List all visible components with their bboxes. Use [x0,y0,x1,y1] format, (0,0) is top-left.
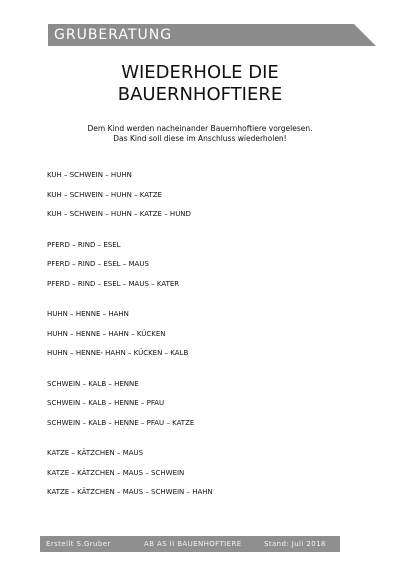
sequence-line: KUH – SCHWEIN – HUHN – KATZE – HUND [47,210,191,218]
sequence-group-3 [47,309,213,368]
sequence-group-2 [47,240,213,299]
header-bar [48,24,376,46]
footer-document: AB AS II BAUENHOFTIERE [144,540,242,548]
footer-bar [40,536,340,552]
sequence-line: SCHWEIN – KALB – HENNE – PFAU – KATZE [47,418,195,427]
sequence-line: HUHN – HENNE- HAHN – KÜCKEN – KALB [47,349,189,357]
footer-date: Stand: Juli 2018 [264,540,326,548]
sequence-line: KUH – SCHWEIN – HUHN – KATZE [47,190,162,199]
page-title-line-2: BAUERNHOFTIERE [117,84,283,105]
sequence-line: PFERD – RIND – ESEL [47,240,121,249]
instructions [0,124,400,144]
sequence-line: KUH – SCHWEIN – HUHN [47,171,132,179]
animal-sequence-list [47,170,213,518]
sequence-line: KATZE – KÄTZCHEN – MAUS – SCHWEIN [47,468,185,477]
sequence-group-5 [47,448,213,507]
header-title: GRUBERATUNG [54,27,173,43]
sequence-line: SCHWEIN – KALB – HENNE [47,379,139,388]
sequence-line: SCHWEIN – KALB – HENNE – PFAU [47,399,165,407]
instructions-line-2: Das Kind soll diese im Anschluss wiederholen! [113,134,287,143]
page-title-line-1: WIEDERHOLE DIE [121,62,279,83]
sequence-line: KATZE – KÄTZCHEN – MAUS – SCHWEIN – HAHN [47,488,213,496]
sequence-group-1 [47,170,213,229]
sequence-line: KATZE – KÄTZCHEN – MAUS [47,449,144,457]
instructions-line-1: Dem Kind werden nacheinander Bauernhoftiere vorgelesen. [87,124,313,133]
sequence-line: PFERD – RIND – ESEL – MAUS – KATER [47,279,180,288]
sequence-group-4 [47,379,213,438]
sequence-line: HUHN – HENNE – HAHN – KÜCKEN [47,329,166,338]
footer-author: Erstellt S.Gruber [46,540,111,548]
page-title [0,62,400,106]
sequence-line: PFERD – RIND – ESEL – MAUS [47,260,149,268]
sequence-line: HUHN – HENNE – HAHN [47,310,129,318]
